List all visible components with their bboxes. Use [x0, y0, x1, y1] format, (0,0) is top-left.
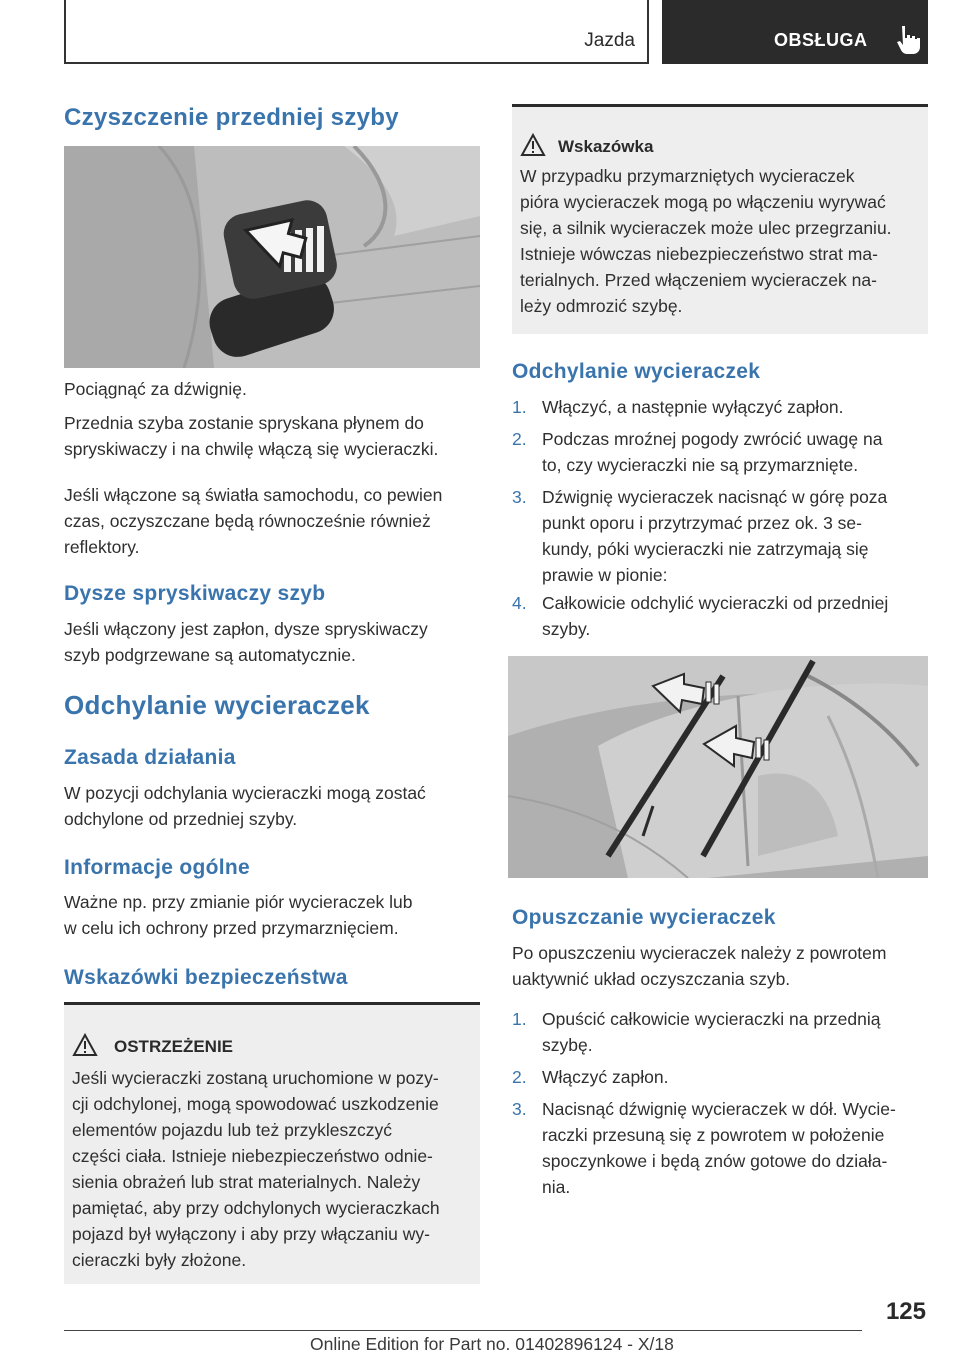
footer-edition: Online Edition for Part no. 01402896124 - X/18 [310, 1334, 674, 1354]
header-section-box [64, 0, 649, 64]
section-title-windshield-cleaning: Czyszczenie przedniej szyby [64, 104, 399, 131]
warning-triangle-icon [520, 133, 546, 157]
warning-title: OSTRZEŻENIE [114, 1037, 234, 1056]
hint-text: W przypadku przymarzniętych wycieraczek pióra wycieraczek mogą po włączeniu wyrywać się, a silnik wycieraczek może ulec przegrzaniu. Istnieje wówczas niebezpieczeństwo strat ma- terialnych. Przed włączeniem wycieraczek na- leży odmrozić szybę. [520, 166, 892, 316]
paragraph-principle: W pozycji odchylania wycieraczki mogą zostać odchylone od przedniej szyby. [64, 783, 426, 829]
section-title-washer-nozzles: Dysze spryskiwaczy szyb [64, 582, 326, 605]
paragraph-washer-fluid: Przednia szyba zostanie spryskana płynem do spryskiwaczy i na chwilę włączą się wycieraczki. [64, 413, 439, 459]
wipers-raised-photo [508, 656, 928, 878]
warning-text: Jeśli wycieraczki zostaną uruchomione w pozy- cji odchylonej, mogą spowodować uszkodzenie elementów pojazdu lub też przykleszczyć części ciała. Istnieje niebezpieczeństwo odnie- sienia obrażeń lub strat materialnych. Należy pamiętać, aby przy odchylonych wycieraczkach pojazd był wyłączony i aby przy włączaniu wy- cieraczki były złożone. [72, 1068, 440, 1270]
section-title-principle: Zasada działania [64, 746, 236, 769]
section-title-fold-out-procedure: Odchylanie wycieraczek [512, 360, 761, 383]
paragraph-pull-lever: Pociągnąć za dźwignię. [64, 379, 247, 399]
paragraph-headlights: Jeśli włączone są światła samochodu, co pewien czas, oczyszczane będą równocześnie również reflektory. [64, 485, 443, 557]
header-chapter-tab [662, 0, 928, 64]
section-title-safety: Wskazówki bezpieczeństwa [64, 966, 348, 989]
paragraph-nozzles-heated: Jeśli włączony jest zapłon, dysze spryskiwaczy szyb podgrzewane są automatycznie. [64, 619, 428, 665]
section-title-wiper-fold-out: Odchylanie wycieraczek [64, 690, 370, 720]
section-title-general-info: Informacje ogólne [64, 856, 250, 879]
hint-title: Wskazówka [558, 137, 654, 156]
header-section-label: Jazda [584, 30, 635, 51]
paragraph-fold-back: Po opuszczeniu wycieraczek należy z powrotem uaktywnić układ oczyszczania szyb. [512, 943, 887, 989]
warning-box [64, 1002, 480, 1284]
header-chapter-label: OBSŁUGA [774, 30, 868, 50]
paragraph-general-info: Ważne np. przy zmianie piór wycieraczek lub w celu ich ochrony przed przymarznięciem. [64, 892, 413, 938]
hint-box [512, 104, 928, 334]
wiper-lever-photo [64, 146, 480, 368]
section-title-fold-back: Opuszczanie wycieraczek [512, 906, 776, 929]
footer-divider [64, 1330, 862, 1331]
pointing-hand-icon [894, 24, 920, 54]
page-number: 125 [885, 1298, 926, 1325]
warning-triangle-icon [72, 1033, 98, 1057]
